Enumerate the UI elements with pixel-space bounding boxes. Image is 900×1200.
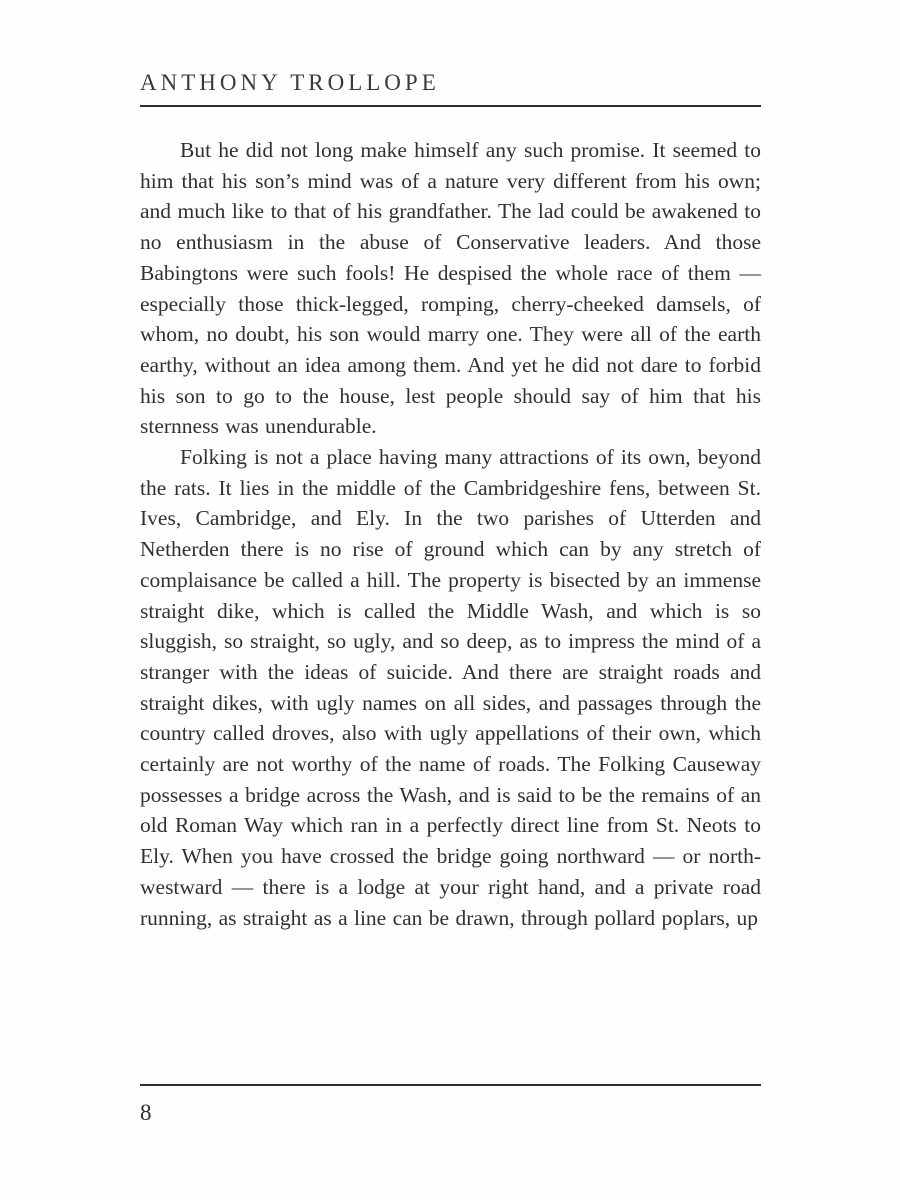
- running-header-title: ANTHONY TROLLOPE: [140, 70, 761, 107]
- paragraph: But he did not long make himself any such promise. It seemed to him that his son’s mind was of a nature very different from his own; and much like to that of his grandfather. The lad could be awakened to no enthusiasm in the abuse of Conservative leaders. And those Babingtons were such fools! He despised the whole race of them — especially those thick-legged, romping, cherry-cheeked damsels, of whom, no doubt, his son would marry one. They were all of the earth earthy, without an idea among them. And yet he did not dare to forbid his son to go to the house, lest people should say of him that his sternness was unendurable.: [140, 138, 761, 439]
- body-text-block: [140, 135, 761, 933]
- page-number: 8: [140, 1100, 152, 1125]
- footer-rule: [140, 1084, 761, 1126]
- paragraph: Folking is not a place having many attractions of its own, beyond the rats. It lies in the middle of the Cambridgeshire fens, between St. Ives, Cambridge, and Ely. In the two parishes of Utterden and Netherden there is no rise of ground which can by any stretch of complaisance be called a hill. The property is bisected by an immense straight dike, which is called the Middle Wash, and which is so sluggish, so straight, so ugly, and so deep, as to impress the mind of a stranger with the ideas of suicide. And there are straight roads and straight dikes, with ugly names on all sides, and passages through the country called droves, also with ugly appellations of their own, which certainly are not worthy of the name of roads. The Folking Causeway possesses a bridge across the Wash, and is said to be the remains of an old Roman Way which ran in a perfectly direct line from St. Neots to Ely. When you have crossed the bridge going northward — or north-westward — there is a lodge at your right hand, and a private road running, as straight as a line can be drawn, through pollard poplars, up: [140, 445, 761, 930]
- page-content: [140, 70, 761, 933]
